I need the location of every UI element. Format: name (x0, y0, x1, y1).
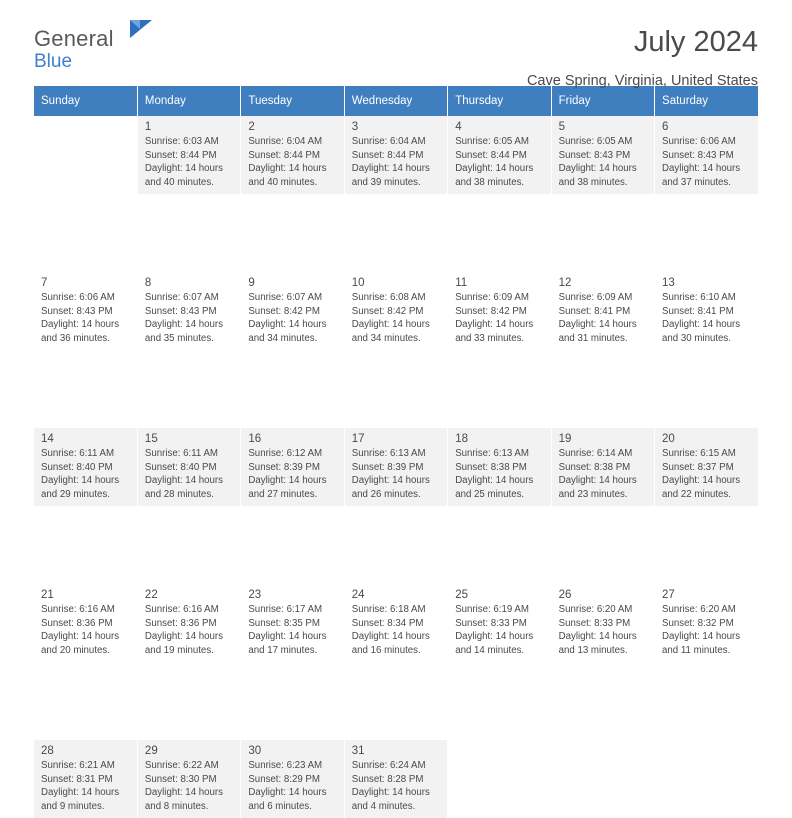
daylight-text: Daylight: 14 hours (248, 631, 327, 643)
sunrise-text: Sunrise: 6:14 AM (558, 448, 633, 459)
week-separator (34, 662, 758, 740)
daylight-text: Daylight: 14 hours (248, 319, 327, 331)
week-separator-cell (34, 662, 758, 740)
logo (34, 28, 114, 71)
calendar-day-cell[interactable] (551, 428, 654, 506)
weekday-header-saturday: Saturday (655, 86, 758, 116)
week-separator (34, 506, 758, 584)
day-details (552, 291, 654, 345)
day-details (241, 447, 343, 501)
daylight-text: Daylight: 14 hours (558, 631, 637, 643)
daylight-text: and 35 minutes. (144, 332, 214, 344)
sunset-text: Sunset: 8:33 PM (558, 617, 631, 629)
sunrise-text: Sunrise: 6:11 AM (144, 448, 218, 459)
calendar-day-cell[interactable] (241, 428, 344, 506)
week-separator (34, 350, 758, 428)
day-details (345, 447, 447, 501)
daylight-text: Daylight: 14 hours (558, 475, 637, 487)
page-header (34, 0, 758, 89)
calendar-day-cell[interactable] (551, 116, 654, 194)
day-number: 19 (558, 433, 572, 445)
day-number: 28 (41, 745, 54, 757)
day-number: 3 (351, 121, 359, 133)
calendar-day-cell[interactable] (241, 740, 344, 818)
day-number: 22 (144, 589, 158, 601)
weekday-header-tuesday: Tuesday (241, 86, 344, 116)
sunset-text: Sunset: 8:44 PM (144, 149, 217, 161)
sunset-text: Sunset: 8:29 PM (248, 773, 320, 785)
daylight-text: Daylight: 14 hours (144, 787, 224, 799)
day-number: 26 (558, 589, 572, 601)
day-details (241, 135, 343, 189)
sunset-text: Sunset: 8:42 PM (248, 305, 320, 317)
calendar-day-cell[interactable] (448, 116, 551, 194)
daylight-text: Daylight: 14 hours (248, 163, 327, 175)
calendar-day-cell[interactable] (655, 428, 758, 506)
sunrise-text: Sunrise: 6:04 AM (248, 136, 323, 147)
calendar-week-row (34, 584, 758, 662)
daylight-text: and 36 minutes. (41, 332, 110, 344)
daylight-text: and 33 minutes. (455, 332, 525, 344)
day-details (345, 135, 447, 189)
daylight-text: Daylight: 14 hours (455, 319, 534, 331)
sunset-text: Sunset: 8:38 PM (558, 461, 631, 473)
sunrise-text: Sunrise: 6:22 AM (144, 760, 219, 771)
day-number: 14 (41, 433, 54, 445)
calendar-day-cell[interactable] (448, 272, 551, 350)
day-details (655, 603, 758, 657)
page-title: July 2024 (633, 26, 758, 58)
day-details (138, 291, 240, 345)
sunrise-text: Sunrise: 6:15 AM (662, 448, 736, 459)
sunrise-text: Sunrise: 6:08 AM (351, 292, 426, 303)
daylight-text: Daylight: 14 hours (662, 163, 741, 175)
daylight-text: Daylight: 14 hours (558, 163, 637, 175)
sunset-text: Sunset: 8:37 PM (662, 461, 734, 473)
sunset-text: Sunset: 8:40 PM (144, 461, 217, 473)
calendar-cell-empty (34, 116, 137, 194)
daylight-text: and 38 minutes. (558, 176, 628, 188)
calendar-day-cell[interactable] (34, 740, 137, 818)
sunset-text: Sunset: 8:38 PM (455, 461, 527, 473)
sunrise-text: Sunrise: 6:04 AM (351, 136, 426, 147)
sunset-text: Sunset: 8:40 PM (41, 461, 113, 473)
sunset-text: Sunset: 8:41 PM (558, 305, 631, 317)
sunset-text: Sunset: 8:36 PM (41, 617, 113, 629)
day-number: 13 (662, 277, 675, 289)
daylight-text: and 25 minutes. (455, 488, 525, 500)
calendar-week-row (34, 740, 758, 818)
daylight-text: Daylight: 14 hours (455, 631, 534, 643)
day-details (138, 447, 240, 501)
calendar-day-cell[interactable] (137, 740, 240, 818)
calendar-day-cell[interactable] (241, 272, 344, 350)
day-number: 6 (662, 121, 669, 133)
daylight-text: Daylight: 14 hours (144, 319, 224, 331)
day-details (552, 447, 654, 501)
weekday-header-monday: Monday (137, 86, 240, 116)
day-number: 30 (248, 745, 262, 757)
weekday-header-wednesday: Wednesday (344, 86, 447, 116)
calendar-body (34, 116, 758, 818)
calendar-day-cell[interactable] (551, 584, 654, 662)
calendar-week-row (34, 428, 758, 506)
daylight-text: Daylight: 14 hours (351, 319, 430, 331)
daylight-text: and 20 minutes. (41, 644, 110, 656)
daylight-text: and 39 minutes. (351, 176, 421, 188)
calendar-day-cell[interactable] (344, 428, 447, 506)
day-details (34, 759, 137, 813)
daylight-text: Daylight: 14 hours (248, 475, 327, 487)
sunset-text: Sunset: 8:30 PM (144, 773, 217, 785)
sunset-text: Sunset: 8:39 PM (351, 461, 424, 473)
sunrise-text: Sunrise: 6:20 AM (558, 604, 633, 615)
daylight-text: Daylight: 14 hours (351, 163, 430, 175)
daylight-text: and 40 minutes. (248, 176, 318, 188)
calendar-day-cell[interactable] (34, 272, 137, 350)
daylight-text: and 29 minutes. (41, 488, 110, 500)
sunrise-text: Sunrise: 6:11 AM (41, 448, 115, 459)
sunset-text: Sunset: 8:43 PM (558, 149, 631, 161)
daylight-text: and 37 minutes. (662, 176, 731, 188)
week-separator (34, 194, 758, 272)
day-details (241, 759, 343, 813)
logo-flag-accent-icon (130, 20, 140, 29)
daylight-text: and 27 minutes. (248, 488, 318, 500)
week-separator-cell (34, 194, 758, 272)
sunset-text: Sunset: 8:36 PM (144, 617, 217, 629)
daylight-text: and 17 minutes. (248, 644, 318, 656)
sunrise-text: Sunrise: 6:23 AM (248, 760, 323, 771)
day-number: 24 (351, 589, 365, 601)
daylight-text: Daylight: 14 hours (41, 787, 120, 799)
sunrise-text: Sunrise: 6:09 AM (558, 292, 633, 303)
day-number: 5 (558, 121, 566, 133)
day-number: 25 (455, 589, 468, 601)
day-number: 11 (455, 277, 468, 289)
daylight-text: Daylight: 14 hours (41, 475, 120, 487)
calendar-week-row (34, 272, 758, 350)
day-number: 8 (144, 277, 152, 289)
calendar-day-cell[interactable] (448, 584, 551, 662)
sunset-text: Sunset: 8:43 PM (41, 305, 113, 317)
sunrise-text: Sunrise: 6:06 AM (41, 292, 115, 303)
weekday-header-friday: Friday (551, 86, 654, 116)
sunset-text: Sunset: 8:42 PM (455, 305, 527, 317)
daylight-text: and 23 minutes. (558, 488, 628, 500)
calendar-day-cell[interactable] (34, 428, 137, 506)
calendar-cell-empty (551, 740, 654, 818)
daylight-text: Daylight: 14 hours (662, 631, 741, 643)
sunrise-text: Sunrise: 6:05 AM (455, 136, 529, 147)
sunset-text: Sunset: 8:32 PM (662, 617, 734, 629)
day-details (138, 759, 240, 813)
sunset-text: Sunset: 8:34 PM (351, 617, 424, 629)
day-number: 31 (351, 745, 365, 757)
daylight-text: and 28 minutes. (144, 488, 214, 500)
daylight-text: Daylight: 14 hours (41, 631, 120, 643)
sunrise-text: Sunrise: 6:13 AM (455, 448, 529, 459)
day-details (241, 603, 343, 657)
sunrise-text: Sunrise: 6:18 AM (351, 604, 426, 615)
sunset-text: Sunset: 8:44 PM (351, 149, 424, 161)
day-details (655, 447, 758, 501)
daylight-text: Daylight: 14 hours (351, 475, 430, 487)
day-number: 2 (248, 121, 255, 133)
calendar-day-cell[interactable] (344, 740, 447, 818)
daylight-text: and 4 minutes. (351, 800, 416, 812)
sunrise-text: Sunrise: 6:07 AM (144, 292, 219, 303)
calendar-day-cell[interactable] (137, 272, 240, 350)
daylight-text: and 6 minutes. (248, 800, 312, 812)
day-details (552, 135, 654, 189)
daylight-text: and 26 minutes. (351, 488, 421, 500)
sunset-text: Sunset: 8:31 PM (41, 773, 113, 785)
daylight-text: and 38 minutes. (455, 176, 525, 188)
calendar-table (34, 86, 758, 818)
sunrise-text: Sunrise: 6:16 AM (144, 604, 219, 615)
day-details (448, 447, 550, 501)
day-number: 17 (351, 433, 365, 445)
daylight-text: and 16 minutes. (351, 644, 421, 656)
daylight-text: Daylight: 14 hours (351, 631, 430, 643)
calendar-cell-empty (448, 740, 551, 818)
weekday-header-thursday: Thursday (448, 86, 551, 116)
day-details (138, 603, 240, 657)
calendar-day-cell[interactable] (655, 116, 758, 194)
sunset-text: Sunset: 8:42 PM (351, 305, 424, 317)
day-number: 20 (662, 433, 675, 445)
day-number: 27 (662, 589, 675, 601)
day-details (34, 447, 137, 501)
day-details (138, 135, 240, 189)
daylight-text: and 19 minutes. (144, 644, 214, 656)
day-details (448, 291, 550, 345)
calendar-day-cell[interactable] (551, 272, 654, 350)
daylight-text: Daylight: 14 hours (455, 475, 534, 487)
sunset-text: Sunset: 8:28 PM (351, 773, 424, 785)
calendar-day-cell[interactable] (655, 584, 758, 662)
sunset-text: Sunset: 8:35 PM (248, 617, 320, 629)
calendar-day-cell[interactable] (241, 116, 344, 194)
sunset-text: Sunset: 8:44 PM (455, 149, 527, 161)
sunrise-text: Sunrise: 6:03 AM (144, 136, 219, 147)
sunrise-text: Sunrise: 6:07 AM (248, 292, 323, 303)
day-number: 15 (144, 433, 158, 445)
calendar-day-cell[interactable] (137, 116, 240, 194)
week-separator-cell (34, 350, 758, 428)
day-number: 7 (41, 277, 48, 289)
day-number: 4 (455, 121, 462, 133)
weekday-header-sunday: Sunday (34, 86, 137, 116)
daylight-text: and 31 minutes. (558, 332, 628, 344)
daylight-text: Daylight: 14 hours (248, 787, 327, 799)
day-details (34, 291, 137, 345)
sunset-text: Sunset: 8:43 PM (662, 149, 734, 161)
day-details (345, 291, 447, 345)
day-details (655, 291, 758, 345)
calendar-header-row (34, 86, 758, 116)
day-number: 16 (248, 433, 262, 445)
sunset-text: Sunset: 8:44 PM (248, 149, 320, 161)
sunrise-text: Sunrise: 6:24 AM (351, 760, 426, 771)
day-number: 18 (455, 433, 468, 445)
day-details (241, 291, 343, 345)
calendar-day-cell[interactable] (655, 272, 758, 350)
daylight-text: and 8 minutes. (144, 800, 209, 812)
day-details (448, 135, 550, 189)
sunrise-text: Sunrise: 6:21 AM (41, 760, 115, 771)
sunrise-text: Sunrise: 6:13 AM (351, 448, 426, 459)
day-number: 1 (144, 121, 152, 133)
calendar-day-cell[interactable] (34, 584, 137, 662)
day-number: 12 (558, 277, 572, 289)
day-details (345, 759, 447, 813)
calendar-day-cell[interactable] (137, 584, 240, 662)
daylight-text: Daylight: 14 hours (41, 319, 120, 331)
daylight-text: and 13 minutes. (558, 644, 628, 656)
day-number: 9 (248, 277, 255, 289)
sunrise-text: Sunrise: 6:06 AM (662, 136, 736, 147)
daylight-text: and 14 minutes. (455, 644, 525, 656)
day-number: 10 (351, 277, 365, 289)
daylight-text: Daylight: 14 hours (558, 319, 637, 331)
sunrise-text: Sunrise: 6:17 AM (248, 604, 323, 615)
daylight-text: Daylight: 14 hours (662, 475, 741, 487)
calendar-day-cell[interactable] (137, 428, 240, 506)
day-details (345, 603, 447, 657)
daylight-text: Daylight: 14 hours (455, 163, 534, 175)
calendar-day-cell[interactable] (344, 272, 447, 350)
sunrise-text: Sunrise: 6:10 AM (662, 292, 736, 303)
calendar-day-cell[interactable] (344, 116, 447, 194)
week-separator-cell (34, 506, 758, 584)
day-details (552, 603, 654, 657)
day-details (655, 135, 758, 189)
daylight-text: and 34 minutes. (248, 332, 318, 344)
daylight-text: Daylight: 14 hours (351, 787, 430, 799)
calendar-cell-empty (655, 740, 758, 818)
logo-text-general: General (34, 26, 114, 51)
sunset-text: Sunset: 8:43 PM (144, 305, 217, 317)
daylight-text: Daylight: 14 hours (662, 319, 741, 331)
sunset-text: Sunset: 8:41 PM (662, 305, 734, 317)
sunrise-text: Sunrise: 6:05 AM (558, 136, 633, 147)
daylight-text: and 22 minutes. (662, 488, 731, 500)
day-details (448, 603, 550, 657)
logo-text-blue: Blue (34, 51, 73, 72)
day-number: 21 (41, 589, 54, 601)
sunset-text: Sunset: 8:39 PM (248, 461, 320, 473)
sunset-text: Sunset: 8:33 PM (455, 617, 527, 629)
day-details (34, 603, 137, 657)
daylight-text: and 40 minutes. (144, 176, 214, 188)
calendar-day-cell[interactable] (241, 584, 344, 662)
daylight-text: Daylight: 14 hours (144, 631, 224, 643)
sunrise-text: Sunrise: 6:16 AM (41, 604, 115, 615)
calendar-day-cell[interactable] (344, 584, 447, 662)
calendar-day-cell[interactable] (448, 428, 551, 506)
calendar-week-row (34, 116, 758, 194)
daylight-text: and 30 minutes. (662, 332, 731, 344)
day-number: 29 (144, 745, 158, 757)
daylight-text: and 34 minutes. (351, 332, 421, 344)
daylight-text: Daylight: 14 hours (144, 163, 224, 175)
sunrise-text: Sunrise: 6:19 AM (455, 604, 529, 615)
daylight-text: and 9 minutes. (41, 800, 105, 812)
sunrise-text: Sunrise: 6:20 AM (662, 604, 736, 615)
sunrise-text: Sunrise: 6:12 AM (248, 448, 323, 459)
day-number: 23 (248, 589, 262, 601)
daylight-text: and 11 minutes. (662, 644, 731, 656)
sunrise-text: Sunrise: 6:09 AM (455, 292, 529, 303)
location-subtitle: Cave Spring, Virginia, United States (526, 73, 758, 89)
daylight-text: Daylight: 14 hours (144, 475, 224, 487)
